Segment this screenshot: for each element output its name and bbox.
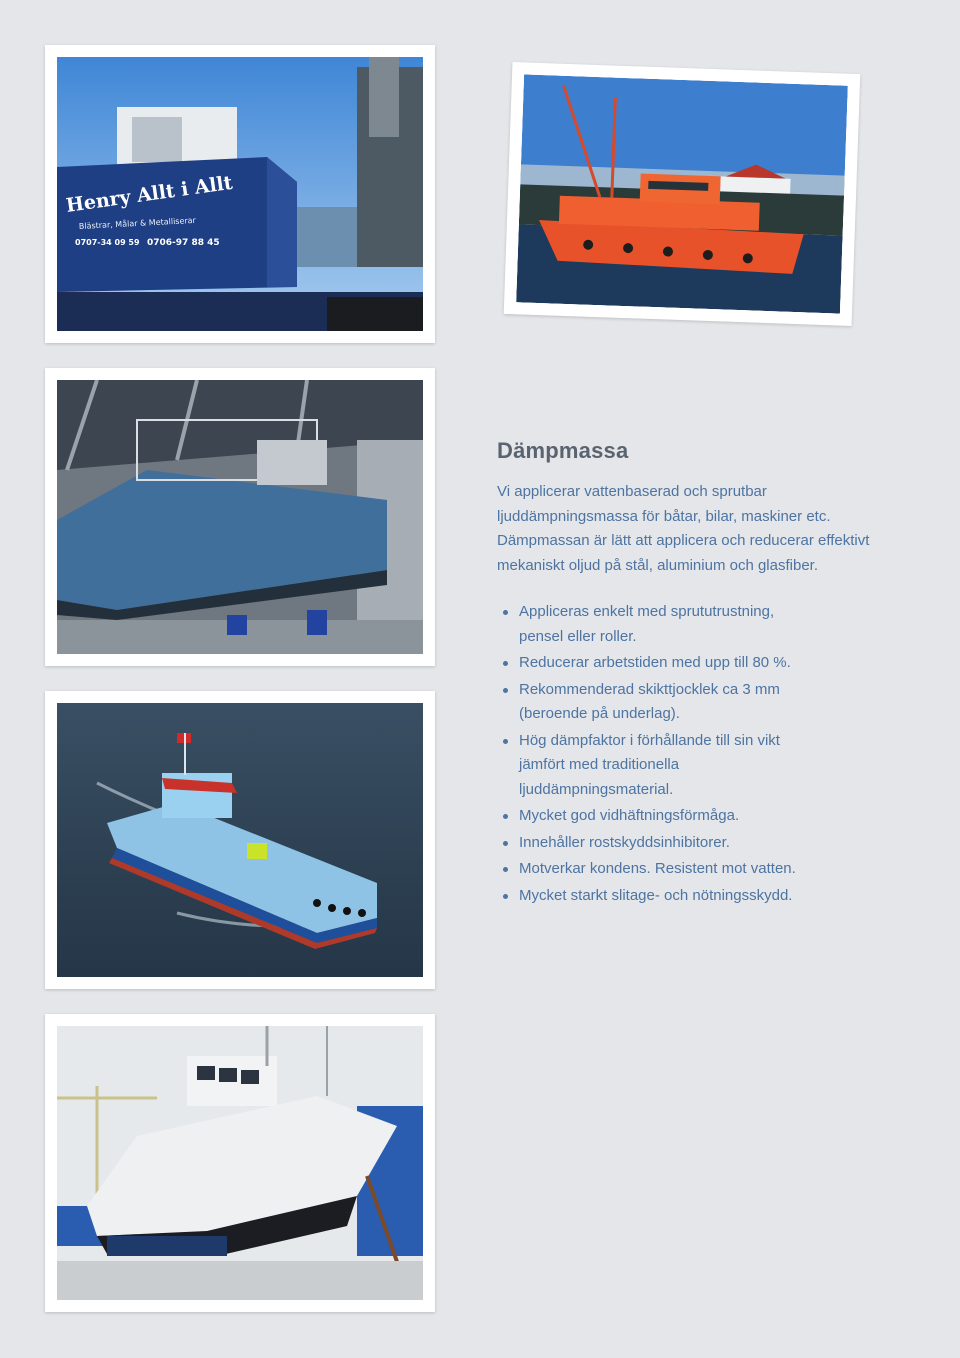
- truck-sign-title: Henry Allt i Allt: [64, 171, 234, 217]
- bullet-icon: [503, 841, 508, 846]
- feature-item: Reducerar arbetstiden med upp till 80 %.: [497, 651, 819, 676]
- feature-item: Rekommenderad skikttjocklek ca 3 mm (beroende på underlag).: [497, 678, 819, 727]
- feature-item: Hög dämpfaktor i förhållande till sin vikt jämfört med traditionella ljuddämpningsmaterial.: [497, 729, 819, 803]
- bullet-icon: [503, 688, 508, 693]
- photo-orange-boat-frame: [504, 62, 861, 326]
- truck-sign-phone-1: 0707-34 09 59: [75, 238, 140, 247]
- bullet-icon: [503, 610, 508, 615]
- feature-item: Innehåller rostskyddsinhibitorer.: [497, 831, 819, 856]
- feature-item: Appliceras enkelt med sprututrustning, pensel eller roller.: [497, 600, 819, 649]
- feature-item: Mycket starkt slitage- och nötningsskydd.: [497, 884, 819, 909]
- section-intro: Vi applicerar vattenbaserad och sprutbar ljuddämpningsmassa för båtar, bilar, maskiner etc. Dämpmassan är lätt att applicera och reducerar effektivt mekaniskt oljud på stål, aluminium och glasfiber.: [497, 483, 870, 574]
- photo-orange-boat: [516, 74, 848, 313]
- bullet-icon: [503, 661, 508, 666]
- dampmassa-section: [497, 438, 897, 910]
- photo-blue-boat-frame: [45, 691, 435, 989]
- bullet-icon: [503, 739, 508, 744]
- feature-item: Motverkar kondens. Resistent mot vatten.: [497, 857, 819, 882]
- photo-shipyard-hull: [57, 380, 423, 654]
- bullet-icon: [503, 867, 508, 872]
- photo-white-boat-frame: [45, 1014, 435, 1312]
- feature-list: [497, 600, 897, 908]
- photo-blue-boat: [57, 703, 423, 977]
- feature-item: Mycket god vidhäftningsförmåga.: [497, 804, 819, 829]
- bullet-icon: [503, 814, 508, 819]
- bullet-icon: [503, 894, 508, 899]
- photo-shipyard-frame: [45, 368, 435, 666]
- section-title: Dämpmassa: [497, 438, 629, 463]
- truck-sign-subtitle: Blästrar, Målar & Metalliserar: [78, 215, 197, 231]
- photo-truck-frame: [45, 45, 435, 343]
- truck-sign-phone-2: 0706-97 88 45: [147, 238, 220, 248]
- photo-truck: [57, 57, 423, 331]
- photo-white-boat: [57, 1026, 423, 1300]
